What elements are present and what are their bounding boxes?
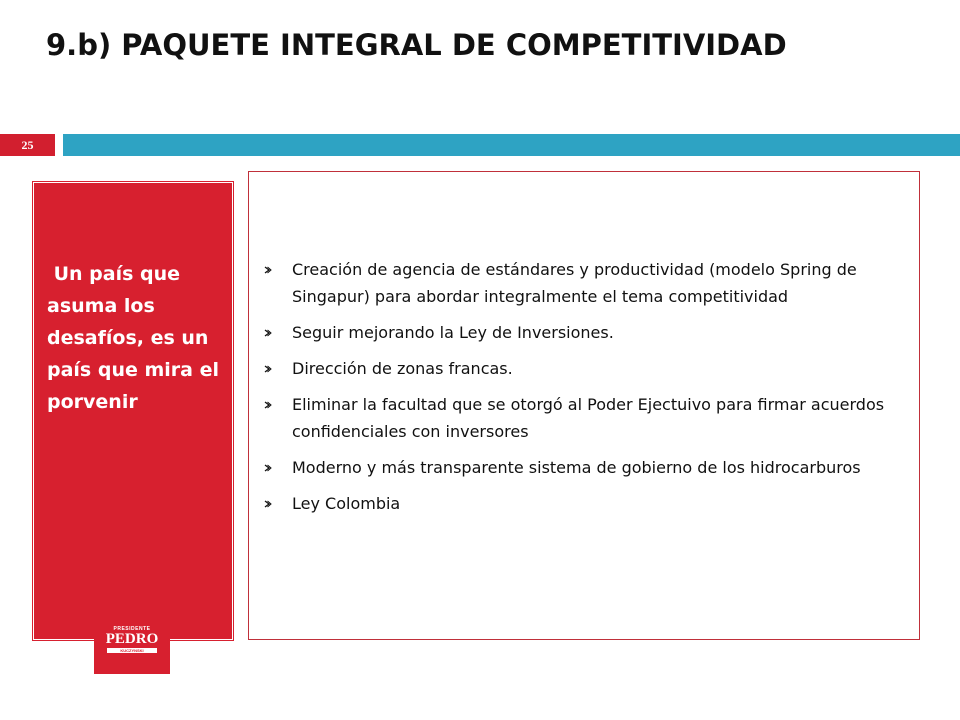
bullet-text: Seguir mejorando la Ley de Inversiones. bbox=[292, 323, 614, 342]
arrow-bullet-icon bbox=[263, 355, 273, 382]
bullet-text: Dirección de zonas francas. bbox=[292, 359, 513, 378]
list-item bbox=[259, 454, 899, 481]
list-item bbox=[259, 319, 899, 346]
arrow-bullet-icon bbox=[263, 490, 273, 517]
arrow-bullet-icon bbox=[263, 391, 273, 418]
quote-text: Un país que asuma los desafíos, es un país que mira el porvenir bbox=[47, 263, 220, 413]
header-accent-bar bbox=[63, 134, 960, 156]
logo-bar-text: KUCZYNSKI bbox=[107, 648, 157, 653]
list-item bbox=[259, 355, 899, 382]
slide-number-badge: 25 bbox=[0, 134, 55, 156]
bullet-text: Eliminar la facultad que se otorgó al Poder Ejectuivo para firmar acuerdos confidenciales con inversores bbox=[292, 395, 885, 441]
bullet-text: Creación de agencia de estándares y productividad (modelo Spring de Singapur) para abordar integralmente el tema competitividad bbox=[292, 260, 857, 306]
list-item bbox=[259, 256, 899, 310]
list-item bbox=[259, 490, 899, 517]
campaign-logo bbox=[94, 604, 170, 674]
bullet-text: Moderno y más transparente sistema de gobierno de los hidrocarburos bbox=[292, 458, 861, 477]
list-item bbox=[259, 391, 899, 445]
bullet-list bbox=[259, 256, 899, 526]
logo-main-text: PEDRO bbox=[105, 630, 159, 647]
logo-small-text: PRESIDENTE bbox=[113, 625, 151, 632]
content-panel bbox=[248, 171, 920, 640]
arrow-bullet-icon bbox=[263, 454, 273, 481]
arrow-bullet-icon bbox=[263, 256, 273, 283]
slide-title: 9.b) PAQUETE INTEGRAL DE COMPETITIVIDAD bbox=[46, 28, 787, 62]
bullet-text: Ley Colombia bbox=[292, 494, 401, 513]
quote-panel bbox=[33, 182, 233, 640]
arrow-bullet-icon bbox=[263, 319, 273, 346]
